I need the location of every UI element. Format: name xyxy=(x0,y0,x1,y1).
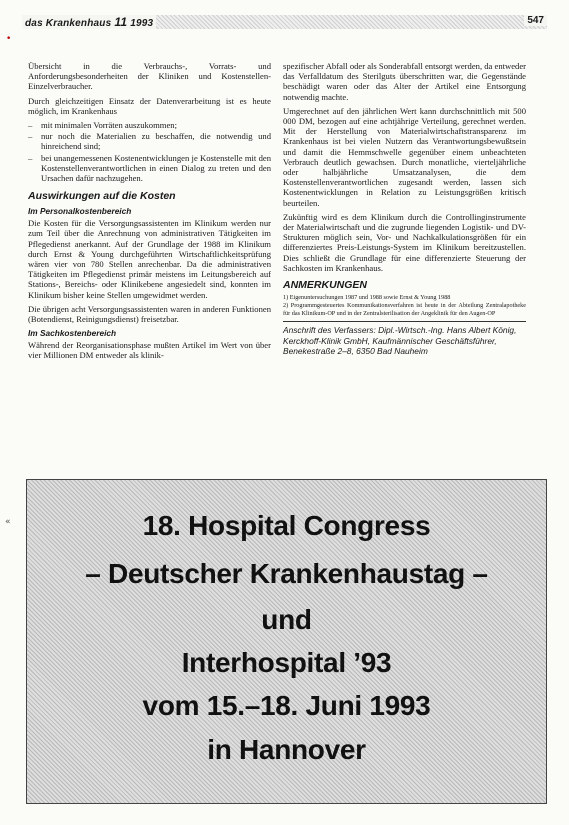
footnote: 1) Eigenuntersuchungen 1987 und 1988 sowie Ernst & Young 1988 xyxy=(283,294,451,302)
paragraph: Zukünftig wird es dem Klinikum durch die Controllinginstrumente der Materialwirtschaft und die zugrunde liegenden Logistik- und DV-Strukturen möglich sein, Vor- und Nachkalkulationsgrößen für ein differenziertes Preis-Leistungs-System im Klinikum bereitzustellen. Dies schließt die Grundlage für eine differenzierte Steuerung der Sachkosten im Krankenhaus. xyxy=(283,211,526,273)
subheading-personnel: Im Personalkostenbereich xyxy=(28,206,132,217)
section-heading: Auswirkungen auf die Kosten xyxy=(28,190,176,203)
journal-issue-label xyxy=(22,15,156,29)
subheading-material: Im Sachkostenbereich xyxy=(28,328,117,339)
page-number: 547 xyxy=(524,15,547,26)
paragraph: spezifischer Abfall oder als Sonderabfall entsorgt werden, da entweder das Verfalldatum des Sterilguts überschritten war, die Gegenstände beschädigt waren oder das Alter der Artikel eine Entsorgung notwendig machte. xyxy=(283,61,527,102)
congress-announcement-banner xyxy=(26,479,547,804)
right-column xyxy=(283,61,526,357)
dash-list xyxy=(28,120,271,183)
banner-line: vom 15.–18. Juni 1993 xyxy=(142,690,431,721)
paragraph: Umgerechnet auf den jährlichen Wert kann durchschnittlich mit 500 000 DM, bezogen auf eine achtjährige Verteilung, gerechnet werden. Mit der Herstellung von Materialwirtschaftstransparenz im Krankenhaus ist bei vielen Nutzern das Verantwortungsbewußtsein und damit die Hemmschwelle gegenüber einem unbeachteten Verbrauch deutlich gewachsen. Durch monatliche, vierteljährliche oder halbjährliche Umsatzanalysen, die dem Kostenstellenverantwortlichen zugesandt werden, lassen sich Kostenentwicklungen in Relation zu Leistungsgrößen kritisch beurteilen. xyxy=(283,105,526,208)
paragraph: Übersicht in die Verbrauchs-, Vorrats- und Anforderungsbesonderheiten der Kliniken und Kostenstellen-Einzelverbraucher. xyxy=(28,61,271,92)
running-header xyxy=(22,15,547,29)
banner-line: Interhospital ’93 xyxy=(181,647,392,678)
paragraph: Während der Reorganisationsphase mußten Artikel im Wert von über vier Millionen DM entweder als klinik- xyxy=(28,340,271,361)
notes-heading: ANMERKUNGEN xyxy=(283,279,367,292)
issue-year: 1993 xyxy=(130,18,154,29)
left-column xyxy=(28,61,271,365)
margin-arrow-icon: « xyxy=(5,517,11,527)
paragraph: Die übrigen acht Versorgungsassistenten waren in anderen Funktionen (Botendienst, Reinigungsdienst) freisetzbar. xyxy=(28,303,271,325)
banner-line: 18. Hospital Congress xyxy=(142,510,431,541)
banner-line: in Hannover xyxy=(207,734,366,765)
notes-list xyxy=(283,294,526,317)
journal-name: das Krankenhaus xyxy=(25,18,112,29)
paragraph: Durch gleichzeitigen Einsatz der Datenverarbeitung ist es heute möglich, im Krankenhaus xyxy=(28,95,271,116)
banner-line: und xyxy=(261,604,312,635)
list-item: – bei unangemessenen Kostenentwicklungen je Kostenstelle mit den Kostenstellenverantwortlichen in einen Dialog zu treten und den Ursachen dafür nachzugehen. xyxy=(28,153,271,184)
author-address: Anschrift des Verfassers: Dipl.-Wirtsch.-Ing. Hans Albert König, Kerckhoff-Klinik GmbH, Kaufmännischer Geschäftsführer, Benekestraße 2–8, 6350 Bad Nauheim xyxy=(283,325,517,357)
paragraph: Die Kosten für die Versorgungsassistenten im Klinikum werden nur zum Teil über die Anrechnung von administrativen Tätigkeiten im Pflegedienst anerkannt. Auf der Grundlage der 1988 im Klinikum durch Ernst & Young durchgeführten Wirtschaftlichkeitsprüfung wären vier von 780 Stellen anrechenbar. Da die administrativen Tätigkeiten im Pflegedienst primär meistens im Leitungsbereich auf Stations-, Bereichs- oder Klinikebene angesiedelt sind, konnten im Klinikum bisher keine Stellen umgewidmet werden. xyxy=(28,218,271,300)
list-item: – nur noch die Materialien zu beschaffen, die notwendig und hinreichend sind; xyxy=(28,131,271,151)
list-item: – mit minimalen Vorräten auszukommen; xyxy=(28,120,271,130)
divider xyxy=(283,321,526,322)
issue-number: 11 xyxy=(114,15,128,29)
footnote: 2) Programmgesteuertes Kommunikationsverfahren ist heute in der Abteilung Zentralapotheke für das Klinikum-OP und in der Zentralsterilisation der Angeklinik für den Augen-OP xyxy=(283,302,526,317)
banner-line: – Deutscher Krankenhaustag – xyxy=(85,558,488,589)
margin-dot: • xyxy=(6,34,12,44)
